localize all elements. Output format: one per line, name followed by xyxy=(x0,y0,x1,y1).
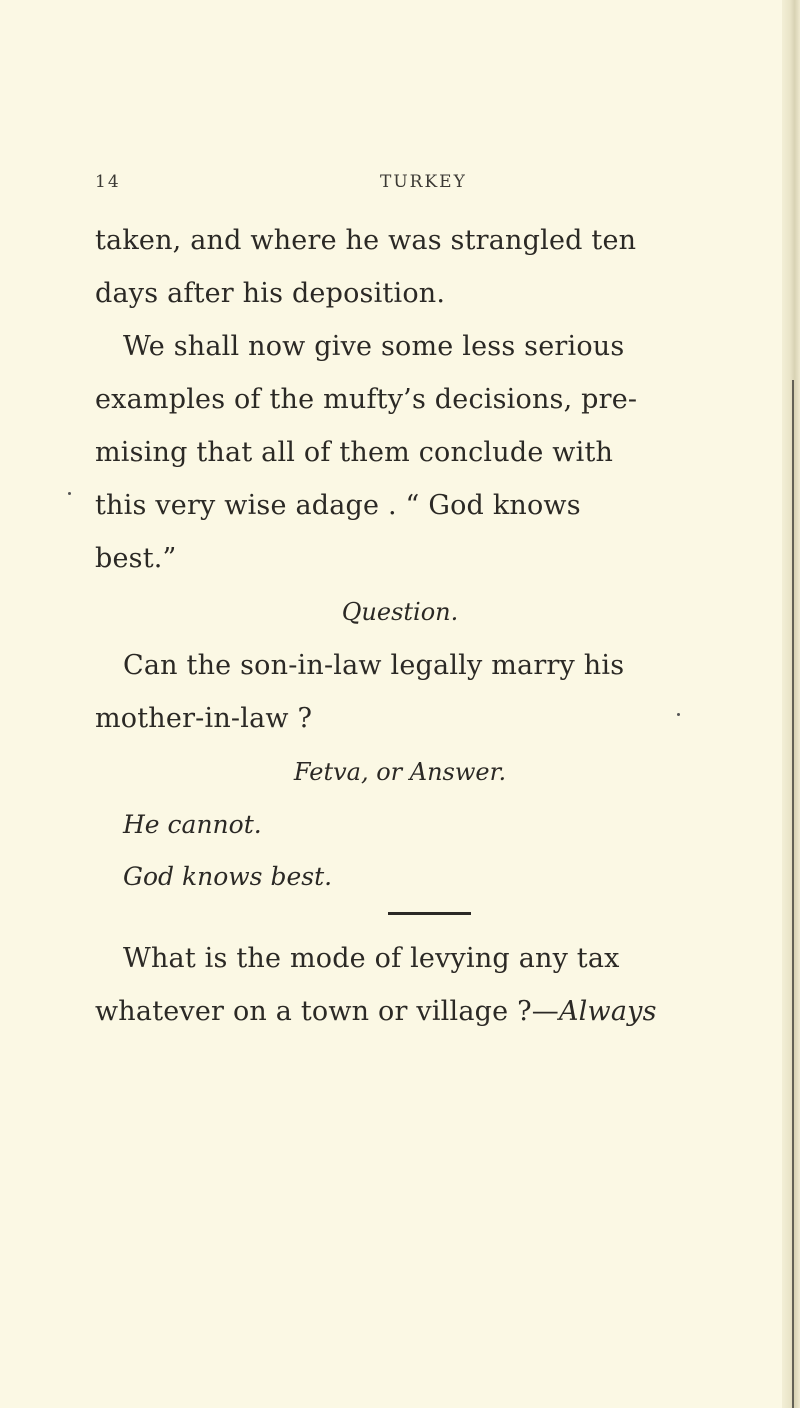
question-line-2: mother-in-law ? xyxy=(95,703,313,734)
section-divider-rule xyxy=(388,912,471,915)
running-title: TURKEY xyxy=(380,172,467,192)
body-line-5: mising that all of them conclude with xyxy=(95,437,614,468)
final-line-2-text: whatever on a town or village ?— xyxy=(95,996,559,1027)
answer-line-2: God knows best. xyxy=(123,862,333,891)
body-line-4: examples of the mufty’s decisions, pre- xyxy=(95,384,638,415)
stray-ink-mark xyxy=(677,713,680,716)
final-line-1: What is the mode of levying any tax xyxy=(123,943,620,974)
question-line-1: Can the son-in-law legally marry his xyxy=(123,650,625,681)
body-line-6: this very wise adage . “ God knows xyxy=(95,490,581,521)
answer-line-1: He cannot. xyxy=(123,810,262,839)
stray-ink-mark xyxy=(68,492,71,495)
answer-heading: Fetva, or Answer. xyxy=(293,758,507,786)
final-italic-word: Always xyxy=(558,996,657,1027)
page-edge-shadow xyxy=(782,0,800,1408)
page-header xyxy=(95,172,685,202)
question-heading: Question. xyxy=(341,598,459,626)
body-line-2: days after his deposition. xyxy=(95,278,446,309)
body-line-1: taken, and where he was strangled ten xyxy=(95,225,637,256)
body-line-3: We shall now give some less serious xyxy=(123,331,625,362)
body-line-7: best.” xyxy=(95,543,177,574)
page-edge-line xyxy=(792,380,794,1408)
final-line-2 xyxy=(95,996,657,1027)
page-number: 14 xyxy=(95,172,121,192)
